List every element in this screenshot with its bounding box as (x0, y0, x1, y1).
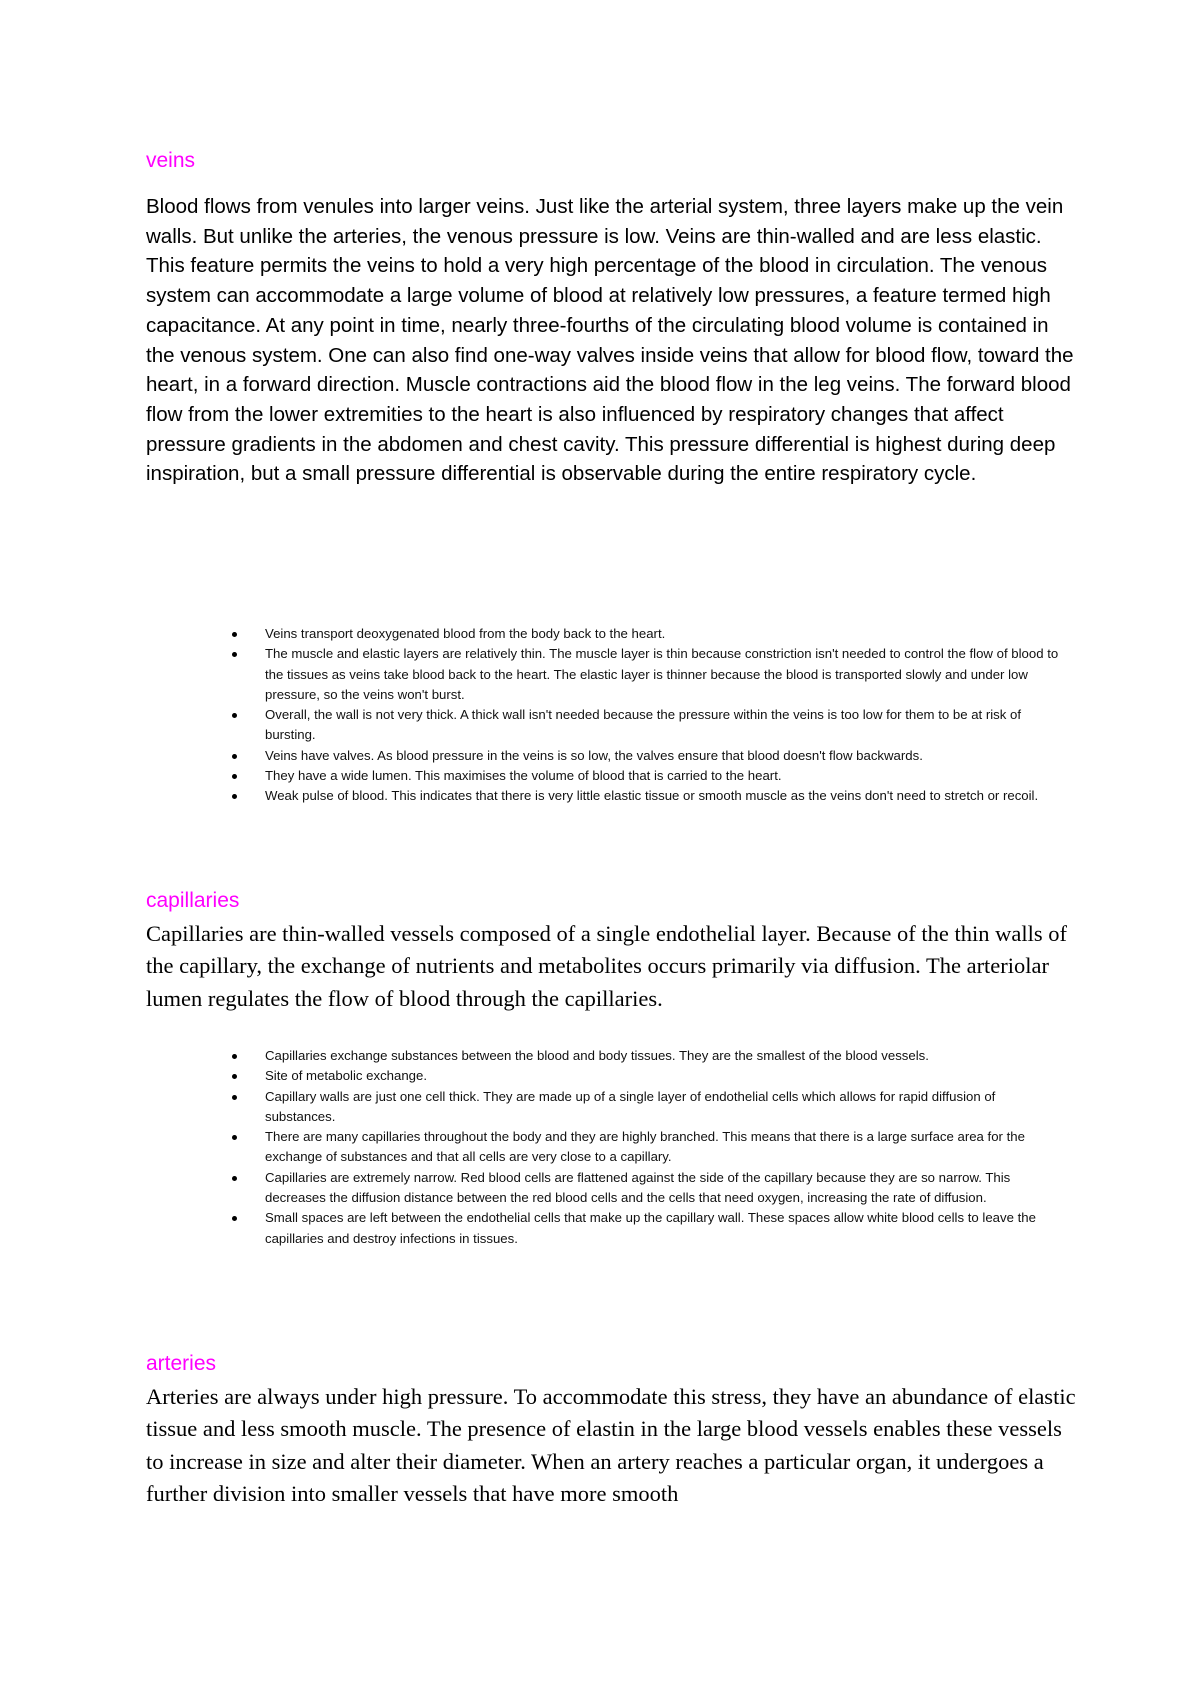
list-item: Veins have valves. As blood pressure in the veins is so low, the valves ensure that blood doesn't flow backwards. (232, 746, 1064, 766)
bullet-icon (232, 1074, 237, 1079)
bullet-icon (232, 794, 237, 799)
bullet-icon (232, 754, 237, 759)
bullet-icon (232, 713, 237, 718)
bullet-icon (232, 1176, 237, 1181)
list-item: The muscle and elastic layers are relatively thin. The muscle layer is thin because constriction isn't needed to control the flow of blood to the tissues as veins take blood back to the heart. The elastic layer is thinner because the blood is transported slowly and under low pressure, so the veins won't burst. (232, 644, 1064, 705)
list-item: Capillaries exchange substances between the blood and body tissues. They are the smallest of the blood vessels. (232, 1046, 1064, 1066)
bullet-icon (232, 1095, 237, 1100)
bullet-icon (232, 632, 237, 637)
list-item: Small spaces are left between the endothelial cells that make up the capillary wall. These spaces allow white blood cells to leave the capillaries and destroy infections in tissues. (232, 1208, 1064, 1249)
list-item: Weak pulse of blood. This indicates that there is very little elastic tissue or smooth muscle as the veins don't need to stretch or recoil. (232, 786, 1064, 806)
veins-bullet-list (232, 624, 1064, 807)
veins-heading: veins (146, 149, 196, 172)
arteries-paragraph: Arteries are always under high pressure. To accommodate this stress, they have an abundance of elastic tissue and less smooth muscle. The presence of elastin in the large blood vessels enables these vessels to increase in size and alter their diameter. When an artery reaches a particular organ, it undergoes a further division into smaller vessels that have more smooth (146, 1384, 1076, 1506)
list-item: They have a wide lumen. This maximises the volume of blood that is carried to the heart. (232, 766, 1064, 786)
list-item: Site of metabolic exchange. (232, 1066, 1064, 1086)
bullet-icon (232, 652, 237, 657)
capillaries-bullet-list (232, 1046, 1064, 1249)
list-item: Capillaries are extremely narrow. Red blood cells are flattened against the side of the capillary because they are so narrow. This decreases the diffusion distance between the red blood cells and the cells that need oxygen, increasing the rate of diffusion. (232, 1168, 1064, 1209)
list-item: There are many capillaries throughout the body and they are highly branched. This means that there is a large surface area for the exchange of substances and that all cells are very close to a capillary. (232, 1127, 1064, 1168)
list-item: Veins transport deoxygenated blood from the body back to the heart. (232, 624, 1064, 644)
list-item: Capillary walls are just one cell thick. They are made up of a single layer of endothelial cells which allows for rapid diffusion of substances. (232, 1087, 1064, 1128)
bullet-icon (232, 1135, 237, 1140)
capillaries-heading: capillaries (146, 889, 240, 912)
bullet-icon (232, 1216, 237, 1221)
bullet-icon (232, 774, 237, 779)
capillaries-paragraph: Capillaries are thin-walled vessels composed of a single endothelial layer. Because of the thin walls of the capillary, the exchange of nutrients and metabolites occurs primarily via diffusion. The arteriolar lumen regulates the flow of blood through the capillaries. (146, 921, 1067, 1011)
list-item: Overall, the wall is not very thick. A thick wall isn't needed because the pressure within the veins is too low for them to be at risk of bursting. (232, 705, 1064, 746)
veins-paragraph: Blood flows from venules into larger veins. Just like the arterial system, three layers make up the vein walls. But unlike the arteries, the venous pressure is low. Veins are thin-walled and are less elastic. This feature permits the veins to hold a very high percentage of the blood in circulation. The venous system can accommodate a large volume of blood at relatively low pressures, a feature termed high capacitance. At any point in time, nearly three-fourths of the circulating blood volume is contained in the venous system. One can also find one-way valves inside veins that allow for blood flow, toward the heart, in a forward direction. Muscle contractions aid the blood flow in the leg veins. The forward blood flow from the lower extremities to the heart is also influenced by respiratory changes that affect pressure gradients in the abdomen and chest cavity. This pressure differential is highest during deep inspiration, but a small pressure differential is observable during the entire respiratory cycle. (146, 195, 1074, 486)
arteries-heading: arteries (146, 1352, 217, 1375)
bullet-icon (232, 1054, 237, 1059)
